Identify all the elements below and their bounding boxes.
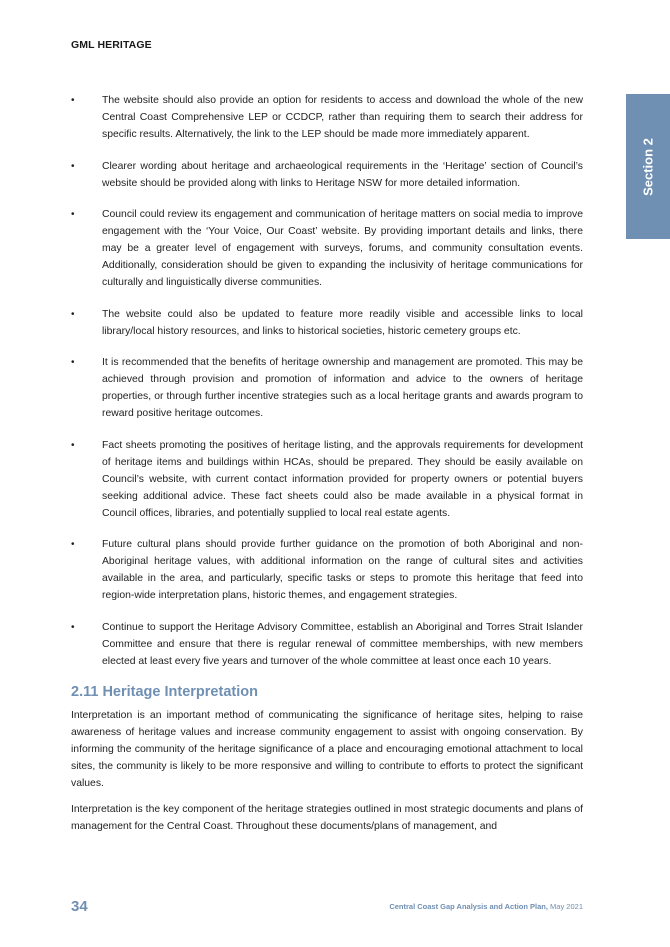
bullet-icon: • (71, 357, 75, 368)
section-tab (626, 94, 670, 239)
bullet-icon: • (71, 308, 75, 320)
list-item-text: Continue to support the Heritage Advisory Committee, establish an Aboriginal and Torres Strait Islander Committee and ensure that there is regular renewal of committee memberships, with new members elected at least every five years and turnover of the whole committee at least once each 10 years. (102, 621, 583, 667)
list-item (71, 158, 583, 192)
running-header: GML HERITAGE (71, 39, 152, 51)
list-item-text: Future cultural plans should provide further guidance on the promotion of both Aboriginal and non-Aboriginal heritage values, with additional information on the range of cultural sites and activities available in the area, and particularly, specific tasks or steps to promote this heritage that feed into region-wide interpretation plans, historic themes, and engagement strategies. (102, 539, 583, 601)
bullet-icon: • (71, 439, 75, 451)
list-item (71, 619, 583, 670)
list-item (71, 536, 583, 604)
page-number: 34 (71, 898, 88, 915)
page-content (71, 92, 583, 844)
list-item-text: Clearer wording about heritage and archaeological requirements in the ‘Heritage’ section of Council’s website should be provided along with links to Heritage NSW for more detailed information. (102, 160, 583, 189)
footer-doc-name: Central Coast Gap Analysis and Action Plan, (389, 902, 548, 911)
list-item (71, 92, 583, 143)
footer-doc-date: May 2021 (547, 902, 583, 911)
list-item (71, 306, 583, 340)
recommendations-list (71, 92, 583, 670)
section-heading: 2.11 Heritage Interpretation (71, 684, 258, 700)
bullet-icon: • (71, 160, 75, 172)
list-item-text: The website could also be updated to feature more readily visible and accessible links to local library/local history resources, and links to historical societies, historic cemetery groups etc. (102, 308, 583, 337)
body-paragraph: Interpretation is an important method of communicating the significance of heritage sites, helping to raise awareness of heritage values and increase community engagement to assist with ongoing conservation. By informing the community of the heritage significance of a place and encouraging emotional attachment to local sites, the community is likely to be more responsive and willing to contribute to efforts to protect the significant values. (71, 710, 583, 789)
footer-document-title (389, 902, 583, 911)
body-paragraph: Interpretation is the key component of the heritage strategies outlined in most strategic documents and plans of management for the Central Coast. Throughout these documents/plans of management, and (71, 804, 583, 832)
bullet-icon: • (71, 95, 75, 106)
list-item-text: Council could review its engagement and communication of heritage matters on social media to improve engagement with the ‘Your Voice, Our Coast’ website. By providing important details and links, there may be a greater level of engagement with surveys, forums, and community consultation events. Additionally, consideration should be given to expanding the inclusivity of heritage communications for culturally and linguistically diverse communities. (102, 209, 583, 288)
list-item (71, 437, 583, 522)
list-item (71, 354, 583, 422)
list-item-text: The website should also provide an option for residents to access and download the whole of the new Central Coast Comprehensive LEP or CCDCP, rather than requiring them to search their address for specific results. Alternatively, the link to the LEP should be made more immediately apparent. (102, 95, 583, 140)
list-item (71, 206, 583, 291)
list-item-text: Fact sheets promoting the positives of heritage listing, and the approvals requirements for development of heritage items and buildings within HCAs, should be prepared. They should be easily available on Council’s website, with current contact information provided for property owners or potential buyers seeking additional advice. These fact sheets could also be made available in a physical format in Council offices, libraries, and potentially supplied to local real estate agents. (102, 439, 583, 519)
list-item-text: It is recommended that the benefits of heritage ownership and management are promoted. This may be achieved through provision and promotion of information and advice to the owners of heritage properties, or through further incentive strategies such as a local heritage grants and awards program to reward positive heritage outcomes. (102, 357, 583, 419)
bullet-icon: • (71, 539, 75, 550)
bullet-icon: • (71, 209, 75, 220)
bullet-icon: • (71, 621, 75, 633)
section-tab-label: Section 2 (640, 137, 656, 196)
